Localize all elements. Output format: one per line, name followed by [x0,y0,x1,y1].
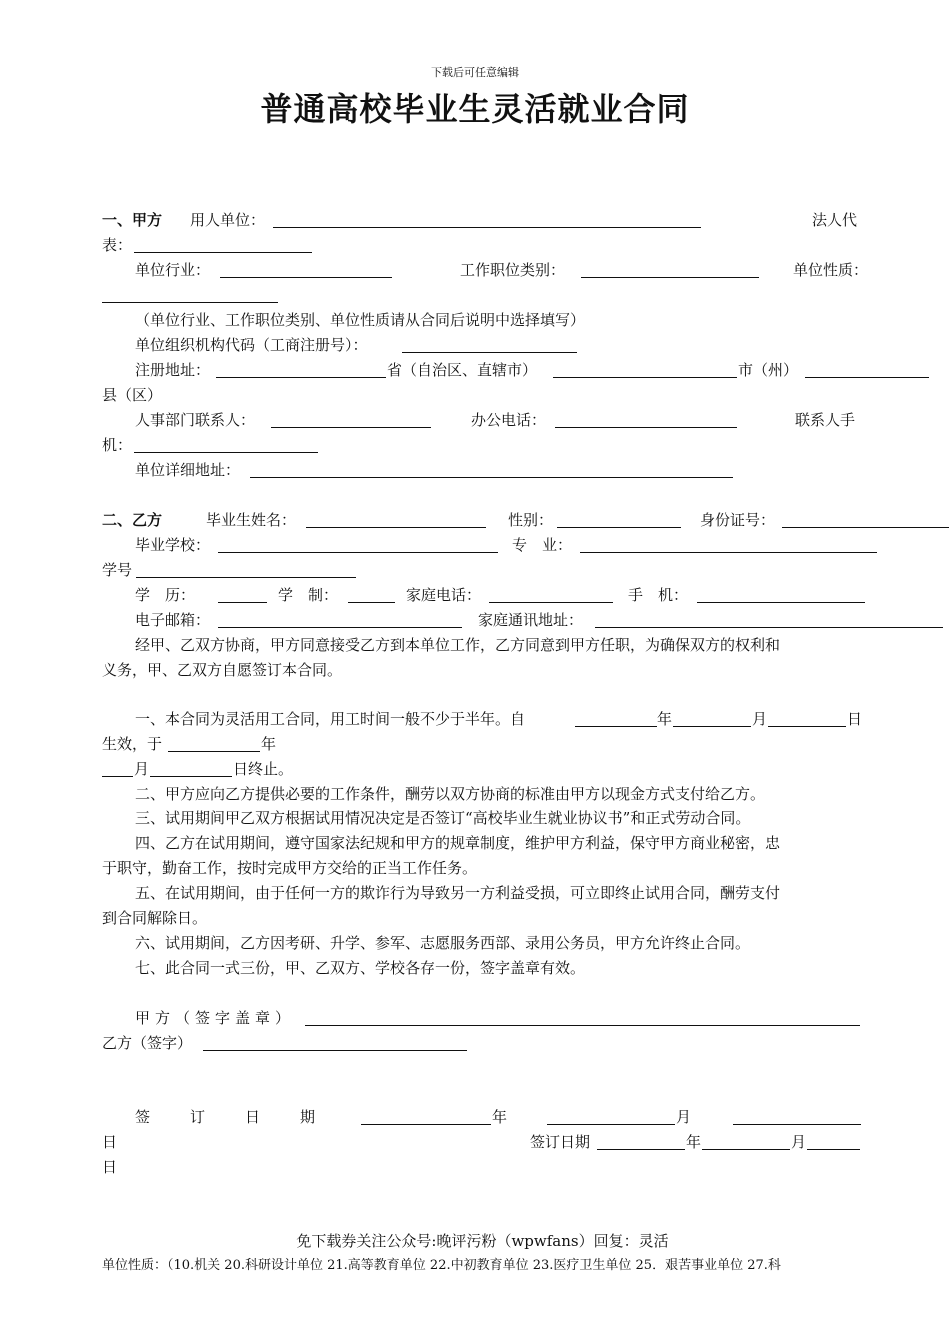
org-code-label: 单位组织机构代码（工商注册号）： [135,336,368,354]
end-day-field[interactable] [150,776,232,777]
gender-field[interactable] [557,527,681,528]
sign-day-label-2: 日 [102,1158,118,1176]
student-no-label: 学号 [102,561,133,579]
education-label: 学 历： [135,586,196,604]
industry-label: 单位行业： [135,261,211,279]
office-phone-field[interactable] [555,427,737,428]
sign-year-label-2: 年 [686,1133,702,1151]
schooling-field[interactable] [348,602,395,603]
province-label: 省（自治区、直辖市） [387,361,538,379]
email-field[interactable] [218,627,462,628]
office-phone-label: 办公电话： [471,411,547,429]
party-a-signature-label: 甲方（签字盖章） [135,1009,296,1027]
end-year-label: 年 [261,735,277,753]
home-address-field[interactable] [595,627,943,628]
province-field[interactable] [216,377,386,378]
clause-4-line-2: 于职守，勤奋工作，按时完成甲方交给的正当工作任务。 [102,859,478,877]
start-day-field[interactable] [768,726,846,727]
employer-field[interactable] [273,227,701,228]
sign-day-field-2[interactable] [807,1149,860,1150]
sign-year-label-1: 年 [492,1108,508,1126]
city-label: 市（州） [738,361,799,379]
footer-note: 免下载券关注公众号:晚评污粉（wpwfans）回复：灵活 [296,1232,669,1250]
employer-label: 用人单位： [190,211,266,229]
org-code-field[interactable] [402,352,577,353]
start-day-label: 日 [847,710,863,728]
party-b-signature-label: 乙方（签字） [102,1034,193,1052]
start-year-field[interactable] [575,726,657,727]
intro-line-2: 义务，甲、乙双方自愿签订本合同。 [102,661,343,679]
county-field[interactable] [805,377,929,378]
clause-5-line-2: 到合同解除日。 [102,909,208,927]
sign-day-label-1: 日 [102,1133,118,1151]
sign-day-field-1[interactable] [733,1124,861,1125]
intro-line-1: 经甲、乙双方协商，甲方同意接受乙方到本单位工作，乙方同意到甲方任职，为确保双方的权利和 [135,636,781,654]
sign-date-label-spaced [135,1107,355,1127]
party-b-heading: 二、乙方 [102,511,163,529]
mobile-field[interactable] [697,602,865,603]
party-b-signature-field[interactable] [203,1050,467,1051]
legal-rep-label: 法人代 [812,211,858,229]
school-label: 毕业学校： [135,536,211,554]
reg-address-label: 注册地址： [135,361,211,379]
party-a-note: （单位行业、工作职位类别、单位性质请从合同后说明中选择填写） [135,311,586,329]
party-a-heading: 一、甲方 [102,211,163,229]
sign-month-label-1: 月 [676,1108,692,1126]
sign-date-label: 签订日期 [530,1133,591,1151]
graduate-name-label: 毕业生姓名： [206,511,297,529]
home-address-label: 家庭通讯地址： [478,611,584,629]
major-field[interactable] [580,552,877,553]
clause-1-effective: 生效，于 [102,735,163,753]
mobile-label: 手 机： [628,586,689,604]
start-month-label: 月 [752,710,768,728]
clause-5-line-1: 五、在试用期间，由于任何一方的欺诈行为导致另一方利益受损，可立即终止试用合同，酬劳支付 [135,884,781,902]
hr-contact-label: 人事部门联系人： [135,411,256,429]
sign-year-field-2[interactable] [597,1149,685,1150]
id-number-label: 身份证号： [700,511,776,529]
detail-address-field[interactable] [250,477,733,478]
legal-rep-label-cont: 表： [102,236,133,254]
unit-nature-field[interactable] [102,302,278,303]
unit-nature-label: 单位性质： [793,261,869,279]
unit-nature-legend: 单位性质：（10.机关 20.科研设计单位 21.高等教育单位 22.中初教育单位 23.医疗卫生单位 25．艰苦事业单位 27.科 [102,1258,781,1273]
legal-rep-field[interactable] [134,252,312,253]
contact-mobile-label: 联系人手 [795,411,856,429]
start-month-field[interactable] [673,726,751,727]
contact-mobile-field[interactable] [134,452,318,453]
sign-month-label-2: 月 [791,1133,807,1151]
county-label: 县（区） [102,386,163,404]
student-no-field[interactable] [136,577,356,578]
end-month-label: 月 [134,760,150,778]
header-note: 下载后可任意编辑 [431,66,519,79]
clause-4-line-1: 四、乙方在试用期间，遵守国家法纪规和甲方的规章制度，维护甲方利益，保守甲方商业秘密，忠 [135,834,781,852]
end-month-field[interactable] [102,776,133,777]
job-category-label: 工作职位类别： [460,261,566,279]
gender-label: 性别： [508,511,554,529]
email-label: 电子邮箱： [135,611,211,629]
end-year-field[interactable] [168,751,260,752]
sign-month-field-1[interactable] [547,1124,675,1125]
home-phone-label: 家庭电话： [406,586,482,604]
clause-1-start: 一、本合同为灵活用工合同，用工时间一般不少于半年。自 [135,710,526,728]
industry-field[interactable] [220,277,392,278]
hr-contact-field[interactable] [271,427,431,428]
job-category-field[interactable] [581,277,759,278]
clause-1-end: 日终止。 [233,760,294,778]
contact-mobile-label-cont: 机： [102,436,133,454]
sign-month-field-2[interactable] [702,1149,790,1150]
clause-2: 二、甲方应向乙方提供必要的工作条件，酬劳以双方协商的标准由甲方以现金方式支付给乙方。 [135,785,766,803]
sign-date-label-text: 签订日期 [135,1108,356,1126]
education-field[interactable] [218,602,267,603]
id-number-field[interactable] [782,527,949,528]
clause-3: 三、试用期间甲乙双方根据试用情况决定是否签订“高校毕业生就业协议书”和正式劳动合同。 [135,809,751,827]
city-field[interactable] [553,377,737,378]
page-title: 普通高校毕业生灵活就业合同 [260,90,690,128]
sign-year-field-1[interactable] [361,1124,491,1125]
schooling-label: 学 制： [278,586,339,604]
detail-address-label: 单位详细地址： [135,461,241,479]
school-field[interactable] [218,552,498,553]
major-label: 专 业： [512,536,573,554]
party-a-signature-field[interactable] [305,1025,860,1026]
home-phone-field[interactable] [489,602,613,603]
clause-6: 六、试用期间，乙方因考研、升学、参军、志愿服务西部、录用公务员，甲方允许终止合同。 [135,934,751,952]
start-year-label: 年 [657,710,673,728]
graduate-name-field[interactable] [306,527,486,528]
clause-7: 七、此合同一式三份，甲、乙双方、学校各存一份，签字盖章有效。 [135,959,586,977]
